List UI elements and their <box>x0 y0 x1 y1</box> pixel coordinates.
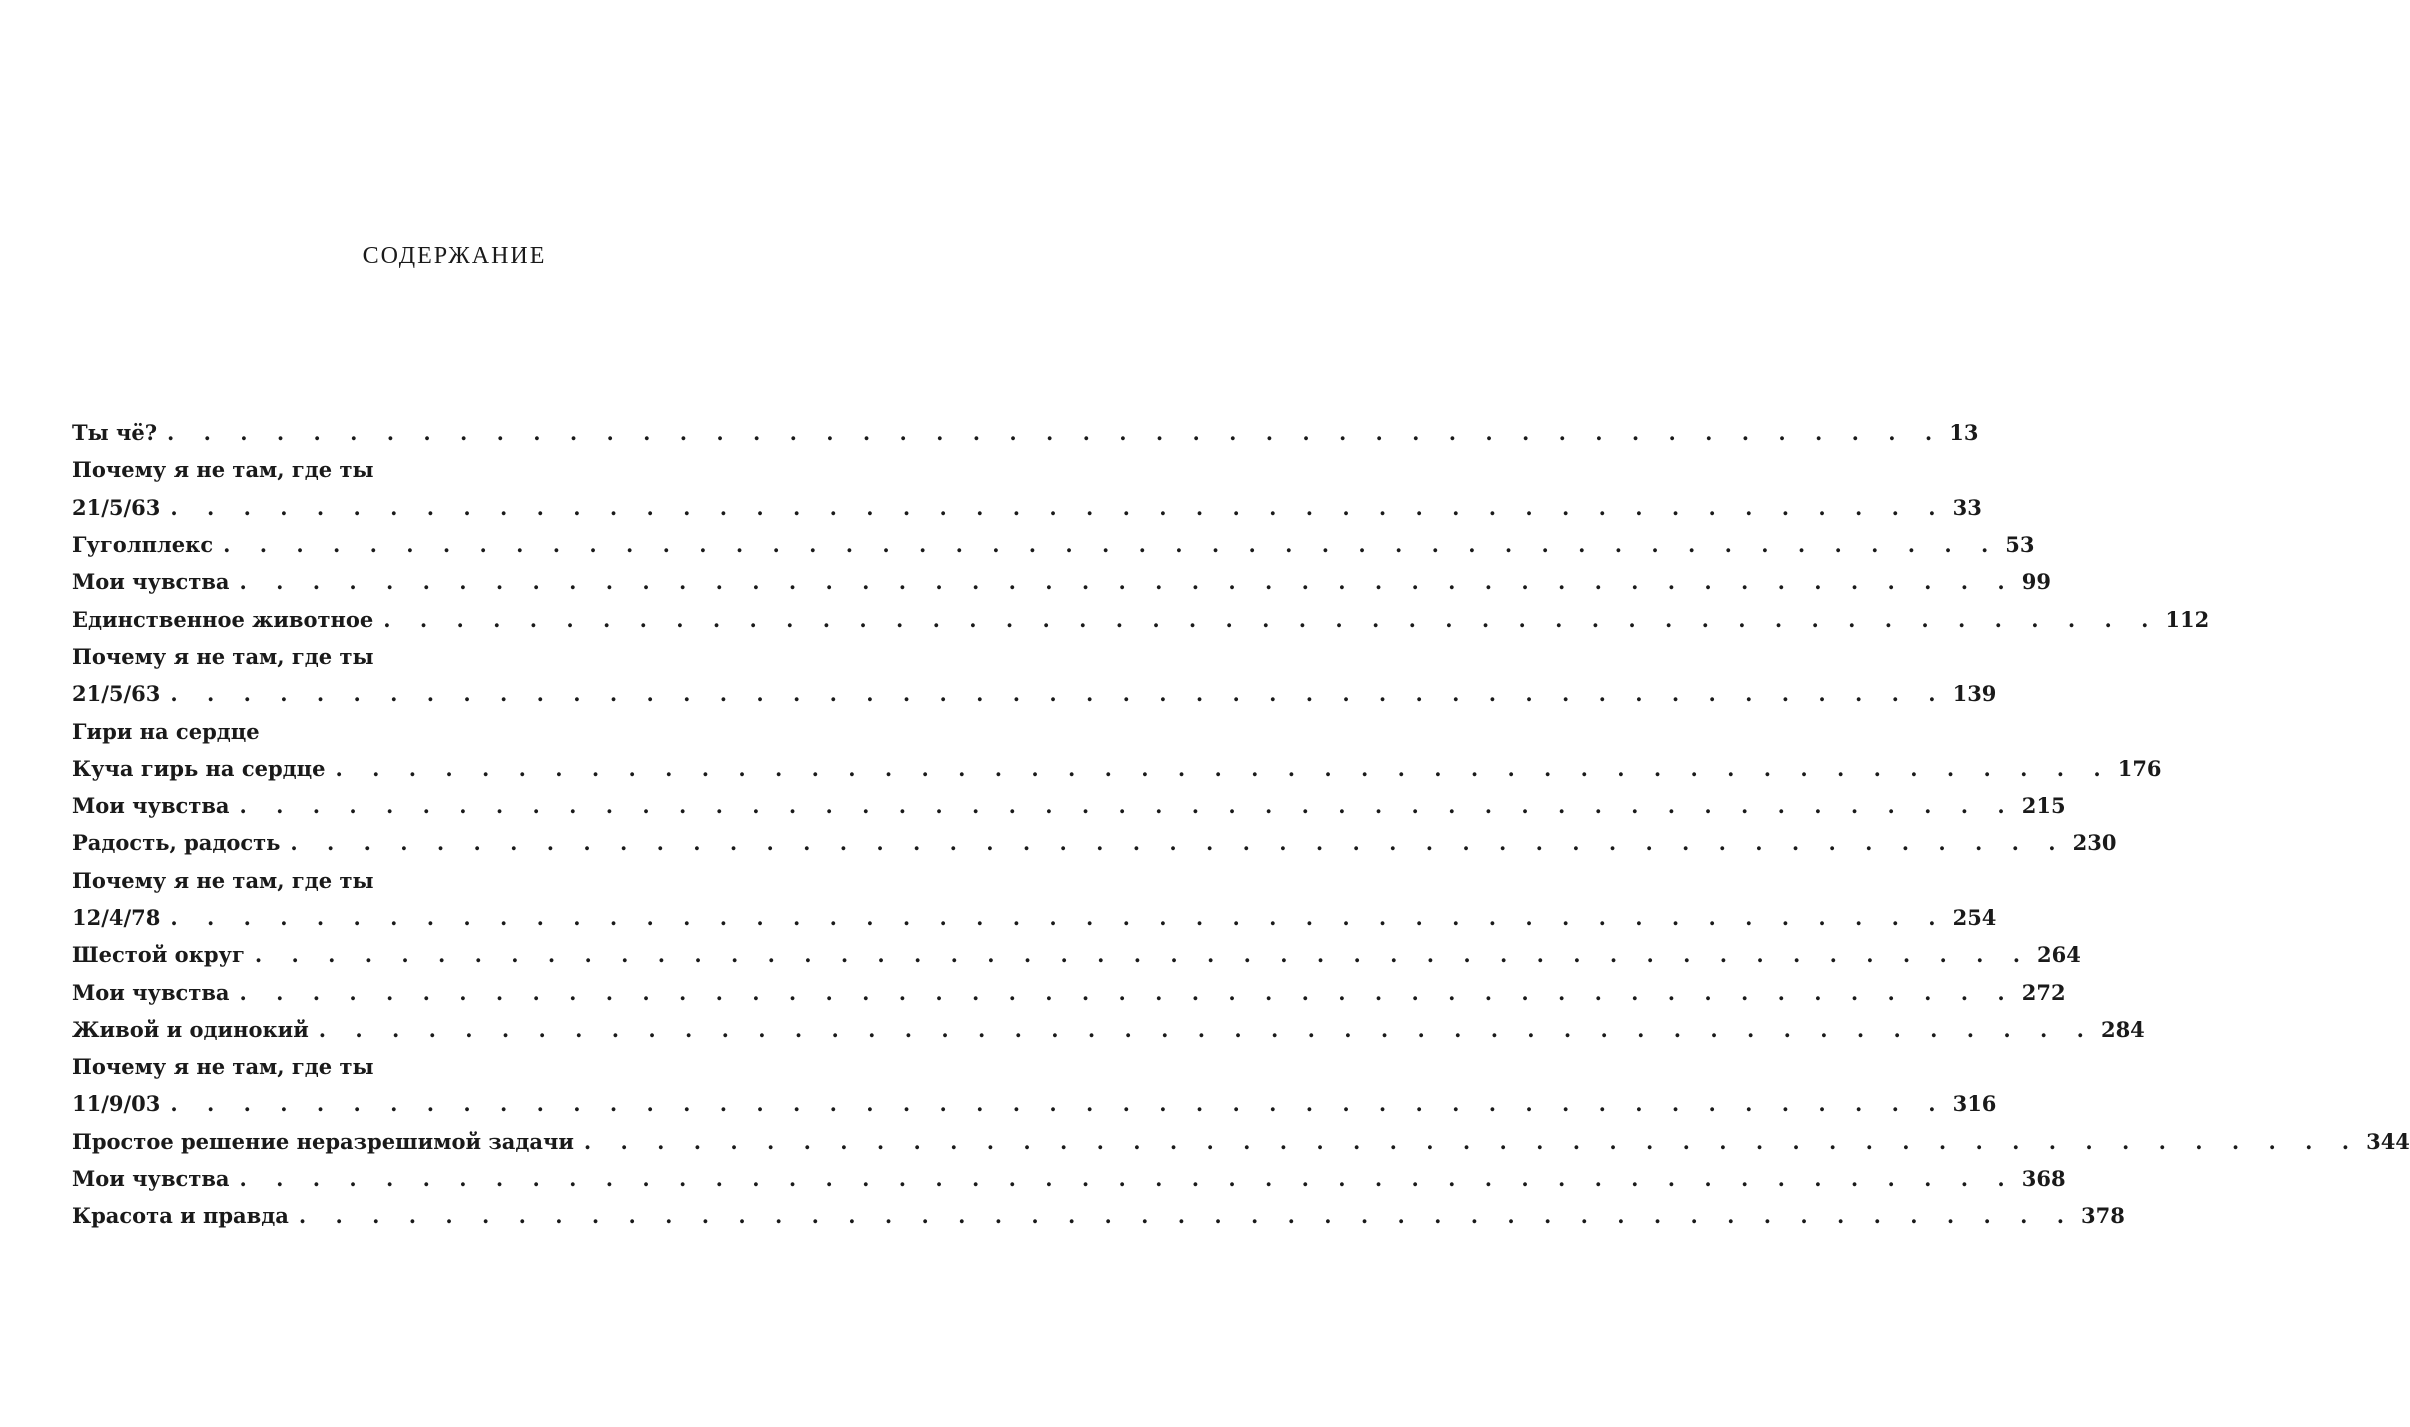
toc-page-number: 378 <box>2081 1203 2125 1229</box>
toc-entry <box>72 712 768 749</box>
toc-dot-leader: . . . . . . . . . . . . . . . . . . . . . . . . . . . . . . . . . . . . . . . . . . . . . . . . . <box>170 905 1947 930</box>
toc-page-number: 99 <box>2021 569 2051 595</box>
toc-entry <box>72 638 768 675</box>
toc-entry <box>72 414 1979 451</box>
toc-dot-leader: . . . . . . . . . . . . . . . . . . . . . . . . . . . . . . . . . . . . . . . . . . . . . . . . . <box>583 1128 2361 1154</box>
toc-page-number: 316 <box>1952 1091 1997 1117</box>
toc-page-number: 215 <box>2021 793 2066 819</box>
toc-page-number: 344 <box>2366 1128 2410 1154</box>
toc-entry <box>72 973 2066 1010</box>
toc-entry-title: Куча гирь на сердце <box>72 755 326 781</box>
toc-dot-leader: . . . . . . . . . . . . . . . . . . . . . . . . . . . . . . . . . . . . . . . . . . . . . . . . . <box>223 532 2000 558</box>
toc-entry-title: Живой и одинокий <box>72 1016 309 1042</box>
toc-page-number: 264 <box>2037 942 2081 968</box>
toc-entry-title: 11/9/03 <box>72 1091 161 1117</box>
toc-entry <box>72 1048 768 1085</box>
toc-page-number: 368 <box>2021 1166 2066 1192</box>
toc-entry <box>72 750 2162 787</box>
toc-entry <box>72 787 2066 824</box>
toc-dot-leader: . . . . . . . . . . . . . . . . . . . . . . . . . . . . . . . . . . . . . . . . . . . . . . . . . <box>254 942 2032 968</box>
toc-page-number: 176 <box>2117 755 2162 781</box>
toc-entry-title: Ты чё? <box>72 420 158 446</box>
toc-dot-leader: . . . . . . . . . . . . . . . . . . . . . . . . . . . . . . . . . . . . . . . . . . . . . . . . . <box>318 1016 2095 1042</box>
toc-page-number: 13 <box>1949 420 1979 446</box>
toc-entry <box>72 451 768 488</box>
toc-entry <box>72 1011 2145 1048</box>
toc-dot-leader: . . . . . . . . . . . . . . . . . . . . . . . . . . . . . . . . . . . . . . . . . . . . . . . . . <box>239 1166 2016 1192</box>
toc-entry-title: Мои чувства <box>72 793 230 819</box>
toc-entry <box>72 563 2051 600</box>
toc-entry <box>72 824 2117 861</box>
toc-dot-leader: . . . . . . . . . . . . . . . . . . . . . . . . . . . . . . . . . . . . . . . . . . . . . . . . . <box>335 755 2112 781</box>
toc-entry <box>72 1160 2066 1197</box>
toc-page-number: 254 <box>1952 905 1997 930</box>
toc-entry-title: 12/4/78 <box>72 905 161 930</box>
toc-dot-leader: . . . . . . . . . . . . . . . . . . . . . . . . . . . . . . . . . . . . . . . . . . . . . . . . . <box>170 681 1947 707</box>
toc-page-number: 33 <box>1952 494 1982 520</box>
toc-entry <box>72 489 1982 526</box>
toc-entry <box>72 899 1997 936</box>
toc-entry-title: Красота и правда <box>72 1203 289 1229</box>
toc-entry-title: Почему я не там, где ты <box>72 457 374 483</box>
toc-page-number: 284 <box>2100 1016 2145 1042</box>
toc-dot-leader: . . . . . . . . . . . . . . . . . . . . . . . . . . . . . . . . . . . . . . . . . . . . . . . . . <box>298 1203 2076 1229</box>
toc-entry-title: Мои чувства <box>72 569 230 595</box>
toc-entry-title: Мои чувства <box>72 979 230 1005</box>
toc-entry-title: Простое решение неразрешимой задачи <box>72 1128 574 1154</box>
table-of-contents <box>72 414 2410 1235</box>
toc-entry-title: Шестой округ <box>72 942 245 968</box>
toc-entry <box>72 600 2210 637</box>
toc-entry-title: Мои чувства <box>72 1166 230 1192</box>
toc-entry-title: Единственное животное <box>72 606 374 632</box>
page-title: СОДЕРЖАНИЕ <box>362 243 547 270</box>
toc-entry-title: 21/5/63 <box>72 494 161 520</box>
toc-page-number: 112 <box>2165 606 2210 632</box>
toc-entry <box>72 1123 2410 1160</box>
toc-dot-leader: . . . . . . . . . . . . . . . . . . . . . . . . . . . . . . . . . . . . . . . . . . . . . . . . . <box>239 793 2016 819</box>
toc-page-number: 230 <box>2072 830 2117 856</box>
toc-entry-title: Гуголплекс <box>72 532 214 558</box>
toc-page-number: 272 <box>2021 979 2066 1005</box>
toc-dot-leader: . . . . . . . . . . . . . . . . . . . . . . . . . . . . . . . . . . . . . . . . . . . . . . . . . <box>167 420 1944 446</box>
toc-entry <box>72 936 2081 973</box>
toc-entry-title: Радость, радость <box>72 830 281 856</box>
toc-dot-leader: . . . . . . . . . . . . . . . . . . . . . . . . . . . . . . . . . . . . . . . . . . . . . . . . . <box>239 979 2016 1005</box>
toc-page-number: 139 <box>1952 681 1997 707</box>
toc-dot-leader: . . . . . . . . . . . . . . . . . . . . . . . . . . . . . . . . . . . . . . . . . . . . . . . . . <box>383 606 2160 632</box>
toc-page-number: 53 <box>2005 532 2035 558</box>
toc-dot-leader: . . . . . . . . . . . . . . . . . . . . . . . . . . . . . . . . . . . . . . . . . . . . . . . . . <box>170 1091 1947 1117</box>
toc-entry-title: Почему я не там, где ты <box>72 867 374 893</box>
toc-entry-title: Почему я не там, где ты <box>72 1054 374 1080</box>
toc-dot-leader: . . . . . . . . . . . . . . . . . . . . . . . . . . . . . . . . . . . . . . . . . . . . . . . . . <box>290 830 2067 856</box>
toc-entry-title: 21/5/63 <box>72 681 161 707</box>
toc-entry-title: Гири на сердце <box>72 718 260 744</box>
toc-dot-leader: . . . . . . . . . . . . . . . . . . . . . . . . . . . . . . . . . . . . . . . . . . . . . . . . . <box>170 494 1947 520</box>
toc-entry-title: Почему я не там, где ты <box>72 643 374 669</box>
toc-dot-leader: . . . . . . . . . . . . . . . . . . . . . . . . . . . . . . . . . . . . . . . . . . . . . . . . . <box>239 569 2016 595</box>
toc-entry <box>72 1085 1997 1122</box>
toc-entry <box>72 862 768 899</box>
toc-entry <box>72 526 2035 563</box>
toc-entry <box>72 1197 2125 1234</box>
toc-entry <box>72 675 1997 712</box>
